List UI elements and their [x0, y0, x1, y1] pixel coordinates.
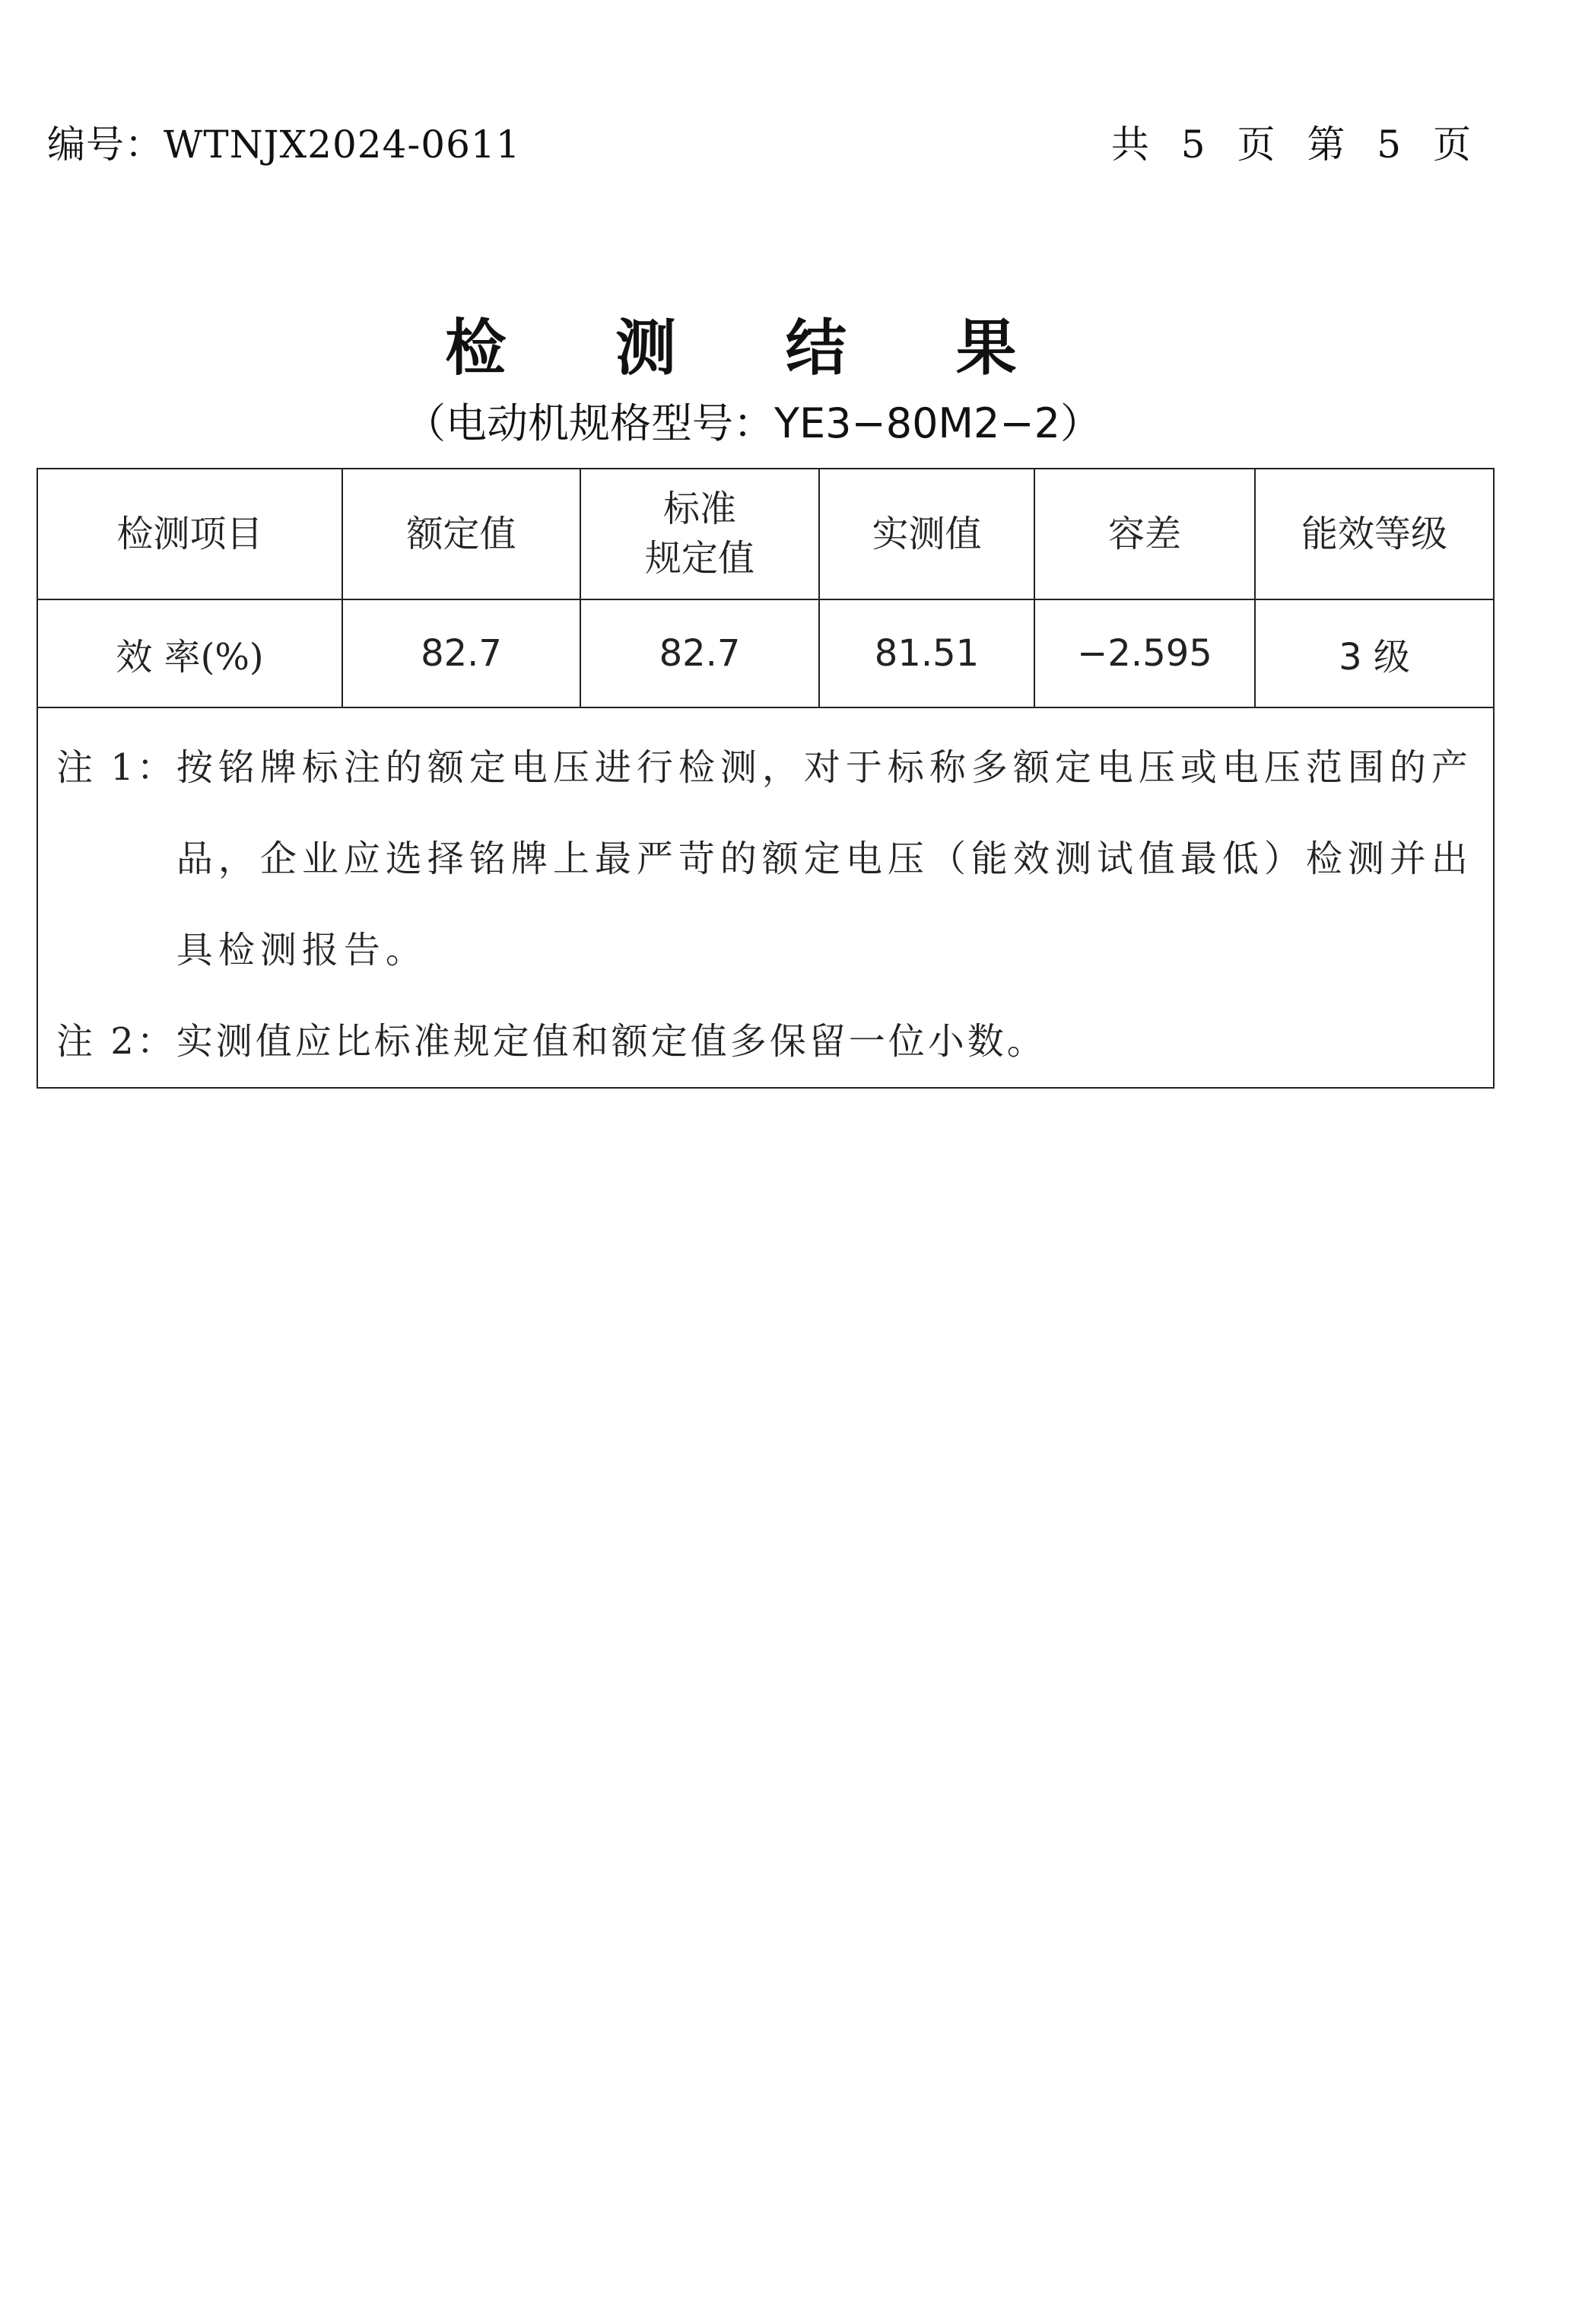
header-standard-line1: 标准: [662, 488, 736, 531]
header-standard: [580, 469, 819, 599]
header-measured: 实测值: [819, 469, 1034, 599]
header-item: 检测项目: [37, 469, 342, 599]
cell-grade: 3 级: [1255, 599, 1494, 707]
note-1-text: 按铭牌标注的额定电压进行检测，对于标称多额定电压或电压范围的产品，企业应选择铭牌上最严苛的额定电压（能效测试值最低）检测并出具检测报告。: [176, 746, 1473, 971]
page-title: 检 测 结 果: [445, 313, 1061, 383]
table-header-row: [37, 469, 1494, 599]
document-number: 编号：WTNJX2024-0611: [47, 122, 521, 167]
cell-standard: 82.7: [580, 599, 819, 707]
header-grade: 能效等级: [1255, 469, 1494, 599]
notes-cell: [37, 707, 1494, 1088]
notes-row: [37, 707, 1494, 1088]
cell-rated: 82.7: [342, 599, 580, 707]
header-rated: 额定值: [342, 469, 580, 599]
cell-tolerance: −2.595: [1034, 599, 1255, 707]
note-1: [56, 722, 1475, 996]
cell-item: 效 率(%): [37, 599, 342, 707]
motor-model-subtitle: （电动机规格型号：YE3−80M2−2）: [405, 399, 1101, 447]
results-table: [37, 468, 1495, 1089]
header-standard-line2: 规定值: [644, 537, 754, 580]
table-row: [37, 599, 1494, 707]
cell-measured: 81.51: [819, 599, 1034, 707]
note-1-label: 注 1：: [56, 746, 176, 789]
header-tolerance: 容差: [1034, 469, 1255, 599]
note-2: 注 2：实测值应比标准规定值和额定值多保留一位小数。: [56, 1020, 1047, 1063]
page-count: 共 5 页 第 5 页: [1110, 122, 1476, 167]
